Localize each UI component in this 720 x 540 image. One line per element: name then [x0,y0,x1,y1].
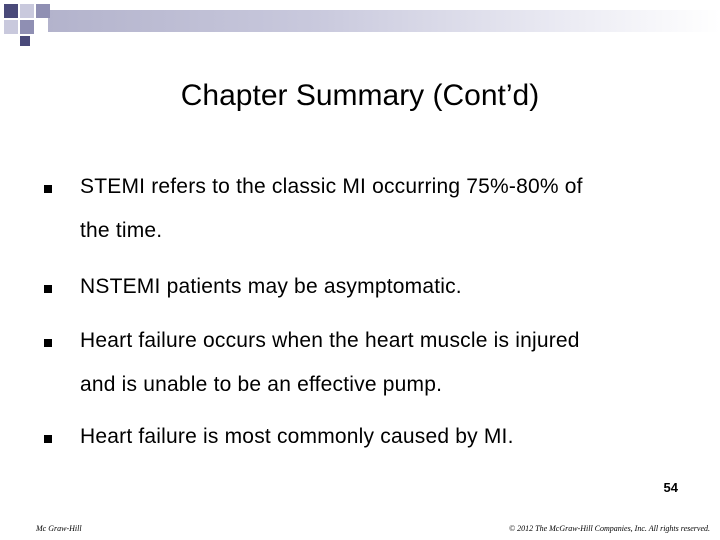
deco-square [20,36,30,46]
bullet-line: NSTEMI patients may be asymptomatic. [80,275,462,298]
square-bullet-icon [44,339,52,347]
header-gradient-band [48,10,720,32]
deco-square [20,20,34,34]
decorative-header [0,0,720,50]
bullet-line: Heart failure is most commonly caused by MI. [80,425,514,448]
deco-square [36,4,50,18]
deco-square [4,4,18,18]
publisher-footer: Mc Graw-Hill [36,524,82,533]
copyright-footer: © 2012 The McGraw-Hill Companies, Inc. All rights reserved. [509,524,710,533]
deco-square [20,4,34,18]
bullet-line: and is unable to be an effective pump. [80,373,443,396]
slide-title: Chapter Summary (Cont’d) [180,79,540,112]
square-bullet-icon [44,285,52,293]
bullet-line: the time. [80,219,163,242]
bullet-line: Heart failure occurs when the heart muscle is injured [80,329,580,352]
square-bullet-icon [44,185,52,193]
deco-square [4,20,18,34]
bullet-line: STEMI refers to the classic MI occurring 75%-80% of [80,175,583,198]
page-number: 54 [663,480,678,495]
square-bullet-icon [44,435,52,443]
